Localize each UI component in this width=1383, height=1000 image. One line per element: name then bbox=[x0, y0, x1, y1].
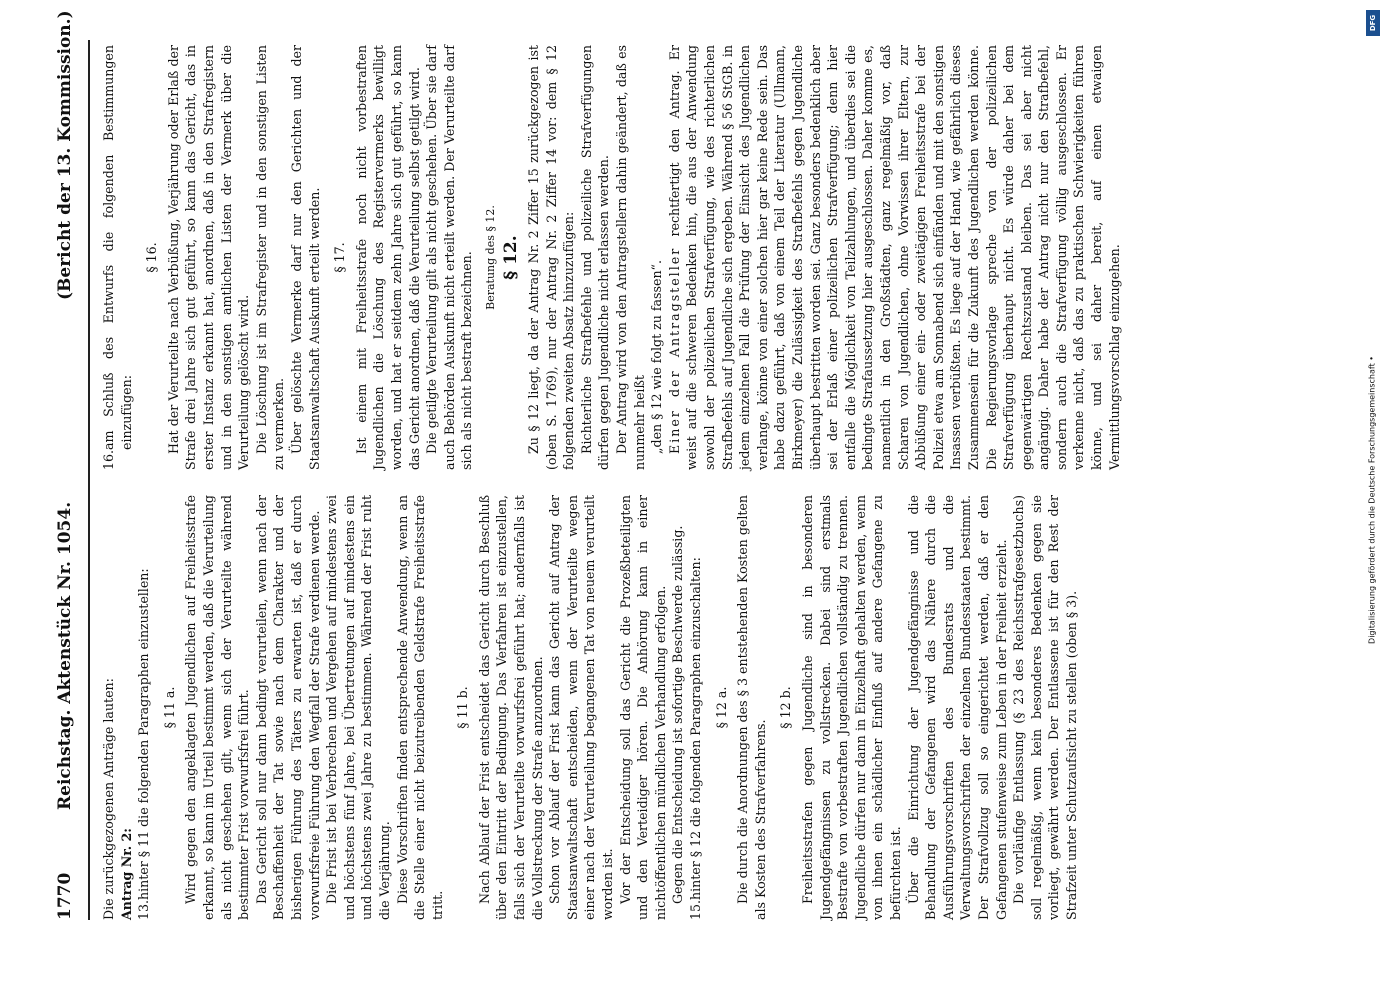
paragraph bbox=[666, 45, 1123, 470]
paragraph: Vor der Entscheidung soll das Gericht die Prozeßbeteiligten und den Verteidiger hören. Die Anhörung kann in einer nichtöffentlichen mündlichen Verhandlung erfolgen. bbox=[617, 495, 668, 920]
antrag-label: Antrag Nr. 2: bbox=[118, 828, 134, 920]
paragraph: Die durch die Anordnungen des § 3 entstehenden Kosten gelten als Kosten des Strafverfahrens. bbox=[735, 495, 768, 920]
paragraph: Schon vor Ablauf der Frist kann das Gericht auf Antrag der Staatsanwaltschaft entscheiden, wenn der Verurteilte wegen einer nach der Verurteilung begangenen Tat von neuem verurteilt worden ist. bbox=[547, 495, 616, 920]
page-header bbox=[45, 10, 85, 920]
paragraph: Richterliche Strafbefehle und polizeiliche Strafverfügungen dürfen gegen Jugendliche nicht erlassen werden. bbox=[578, 45, 612, 470]
section-heading-large: § 12. bbox=[501, 235, 522, 280]
item-text: am Schluß des Entwurfs die folgenden Bestimmungen einzufügen: bbox=[101, 45, 134, 450]
section-heading: § 12 a. bbox=[713, 686, 729, 729]
left-column bbox=[100, 495, 1310, 920]
intro-text: Die zurückgezogenen Anträge lauten: bbox=[101, 678, 116, 920]
report-title: (Bericht der 13. Kommission.) bbox=[55, 10, 75, 300]
paragraph: Wird gegen den angeklagten Jugendlichen auf Freiheitsstrafe erkannt, so kann im Urteil bestimmt werden, daß die Verurteilung als nicht geschehen gilt, wenn sich der Verurteilte während bestimmter Frist vorwurfsfrei führt. bbox=[183, 495, 252, 920]
page-title: Reichstag. Aktenstück Nr. 1054. bbox=[55, 501, 75, 810]
paragraph: Die Löschung ist im Strafregister und in den sonstigen Listen zu vermerken. bbox=[253, 45, 287, 470]
paragraph: Freiheitsstrafen gegen Jugendliche sind in besonderen Jugendgefängnissen zu vollstrecken. Dabei sind erstmals Bestrafte von vorbestraften Jugendlichen vollständig zu trennen. Jugendliche dürfen nur dann in Einzelhaft gehalten werden, wenn von ihnen ein schädlicher Einfluß auf andere Gefangene zu befürchten ist. bbox=[799, 495, 903, 920]
item-text: hinter § 11 die folgenden Paragraphen einzustellen: bbox=[136, 568, 152, 900]
item-15 bbox=[687, 495, 705, 920]
dfg-logo bbox=[1366, 10, 1380, 36]
item-13 bbox=[135, 495, 153, 920]
dfg-logo-text: DFG bbox=[1369, 14, 1377, 32]
paragraph-text: rechtfertigt den Antrag. Er weist auf die schweren Bedenken hin, die aus der Anwendung sowohl der polizeilichen Strafverfügung, wie des richterlichen Strafbefehls auf Jugendliche sich ergeben. Während § 56 StGB. in jedem einzelnen Fall die Prüfung der Einsicht des Jugendlichen verlange, könne von einer solchen hier gar keine Rede sein. Das habe dazu geführt, daß von einem Teil der Literatur (Ullmann, Birkmeyer) die Zulässigkeit des Strafbefehls gegen Jugendliche überhaupt bestritten worden sei. Ganz besonders bedenklich aber sei der Erlaß einer polizeilichen Strafverfügung; denn hier entfalle die Möglichkeit von Teilzahlungen, und überdies sei die bedingte Strafaussetzung hier ausgeschlossen. Daher komme es, namentlich in den Großstädten, ganz regelmäßig vor, daß Scharen von Jugendlichen, ohne Vorwissen ihrer Eltern, zur Abbüßung einer ein- oder zweitägigen Freiheitsstrafe bei der Polizei etwa am Sonnabend sich einfänden und mit den sonstigen Insassen verbüßten. Es liege auf der Hand, wie gefährlich dieses Zusammensein für die Zukunft des Jugendlichen werden könne. Die Regierungsvorlage spreche von der polizeilichen Strafverfügung überhaupt nicht. Es würde daher bei dem gegenwärtigen Rechtszustand bleiben. Das sei aber nicht angängig. Daher habe der Antrag nicht nur den Strafbefehl, sondern auch die Strafverfügung völlig ausgeschlossen. Er verkenne nicht, daß das zu praktischen Schwierigkeiten führen könne, und sei daher bereit, auf einen etwaigen Vermittlungsvorschlag einzugehen. bbox=[666, 45, 1122, 470]
speaker-label: Einer der Antragsteller bbox=[666, 246, 682, 454]
item-number: 13. bbox=[136, 899, 152, 920]
item-number: 16. bbox=[101, 449, 116, 470]
paragraph: Das Gericht soll nur dann bedingt verurteilen, wenn nach der Beschaffenheit der Tat sowie nach dem Charakter und der bisherigen Führung des Täters zu erwarten ist, daß er durch vorwurfsfreie Führung den Wegfall der Strafe verdienen werde. bbox=[253, 495, 322, 920]
item-16 bbox=[100, 45, 135, 470]
paragraph: Zu § 12 liegt, da der Antrag Nr. 2 Ziffer 15 zurückgezogen ist (oben S. 1769), nur der Antrag Nr. 2 Ziffer 14 vor: dem § 12 folgenden zweiten Absatz hinzuzufügen: bbox=[526, 45, 577, 470]
digitization-credit: Digitalisierung gefördert durch die Deutsche Forschungsgemeinschaft • bbox=[1367, 356, 1377, 644]
section-heading: § 11 a. bbox=[161, 686, 177, 729]
paragraph: Die Frist ist bei Verbrechen und Vergehen auf mindestens zwei und höchstens fünf Jahre, bei Übertretungen auf mindestens ein und höchstens zwei Jahre zu bestimmen. Während der Frist ruht die Verjährung. bbox=[324, 495, 392, 920]
paragraph: Gegen die Entscheidung ist sofortige Beschwerde zulässig. bbox=[670, 525, 686, 904]
paragraph: Die vorläufige Entlassung (§ 23 des Reichsstrafgesetzbuchs) soll regelmäßig, wenn kein besonderes Bedenken gegen sie vorliegt, gewährt werden. Der Entlassene ist für den Rest der Strafzeit unter Schutzaufsicht zu stellen (oben § 3). bbox=[1011, 495, 1079, 920]
paragraph: Hat der Verurteilte nach Verbüßung, Verjährung oder Erlaß der Strafe drei Jahre sich gut geführt, so kann das Gericht, das in erster Instanz erkannt hat, anordnen, daß in den Strafregistern und in den sonstigen amtlichen Listen der Vermerk über die Verurteilung gelöscht wird. bbox=[165, 45, 252, 470]
paragraph: Der Antrag wird von den Antragstellern dahin geändert, daß es nunmehr heißt bbox=[614, 45, 647, 470]
paragraph: Ist einem mit Freiheitsstrafe noch nicht vorbestraften Jugendlichen die Löschung des Registervermerks bewilligt worden, und hat er seitdem zehn Jahre sich gut geführt, so kann das Gericht anordnen, daß die Verurteilung selbst getilgt wird. bbox=[353, 45, 422, 470]
paragraph: Über gelöschte Vermerke darf nur den Gerichten und der Staatsanwaltschaft Auskunft erteilt werden. bbox=[288, 45, 322, 470]
paragraph: Die getilgte Verurteilung gilt als nicht geschehen. Über sie darf auch Behörden Auskunft nicht erteilt werden. Der Verurteilte darf sich als nicht bestraft bezeichnen. bbox=[424, 45, 475, 470]
right-column bbox=[100, 45, 1310, 470]
paragraph: Nach Ablauf der Frist entscheidet das Gericht durch Beschluß über den Eintritt der Bedingung. Das Verfahren ist einzustellen, falls sich der Verurteilte vorwurfsfrei geführt hat; andernfalls ist die Vollstreckung der Strafe anzuordnen. bbox=[476, 495, 545, 920]
section-heading: § 12 b. bbox=[778, 686, 794, 729]
section-heading: § 16. bbox=[144, 242, 160, 273]
paragraph: „den § 12 wie folgt zu fassen“. bbox=[649, 260, 665, 454]
item-text: hinter § 12 die folgenden Paragraphen einzuschalten: bbox=[688, 557, 703, 900]
page-number: 1770 bbox=[55, 872, 75, 920]
paragraph: Über die Einrichtung der Jugendgefängnisse und die Behandlung der Gefangenen wird das Nähere durch die Ausführungsvorschriften des Bundesrats und die Verwaltungsvorschriften der einzelnen Bundesstaaten bestimmt. Der Strafvollzug soll so eingerichtet werden, daß er den Gefangenen stufenweise zum Leben in der Freiheit erzieht. bbox=[905, 495, 1009, 920]
paragraph: Diese Vorschriften finden entsprechende Anwendung, wenn an die Stelle einer nicht beizutreibenden Geldstrafe Freiheitsstrafe tritt. bbox=[394, 495, 445, 920]
section-heading: § 11 b. bbox=[455, 686, 471, 729]
section-heading: § 17. bbox=[332, 242, 348, 273]
header-rule bbox=[88, 40, 90, 920]
item-number: 15. bbox=[688, 899, 703, 920]
beratung-heading: Beratung des § 12. bbox=[483, 205, 497, 310]
